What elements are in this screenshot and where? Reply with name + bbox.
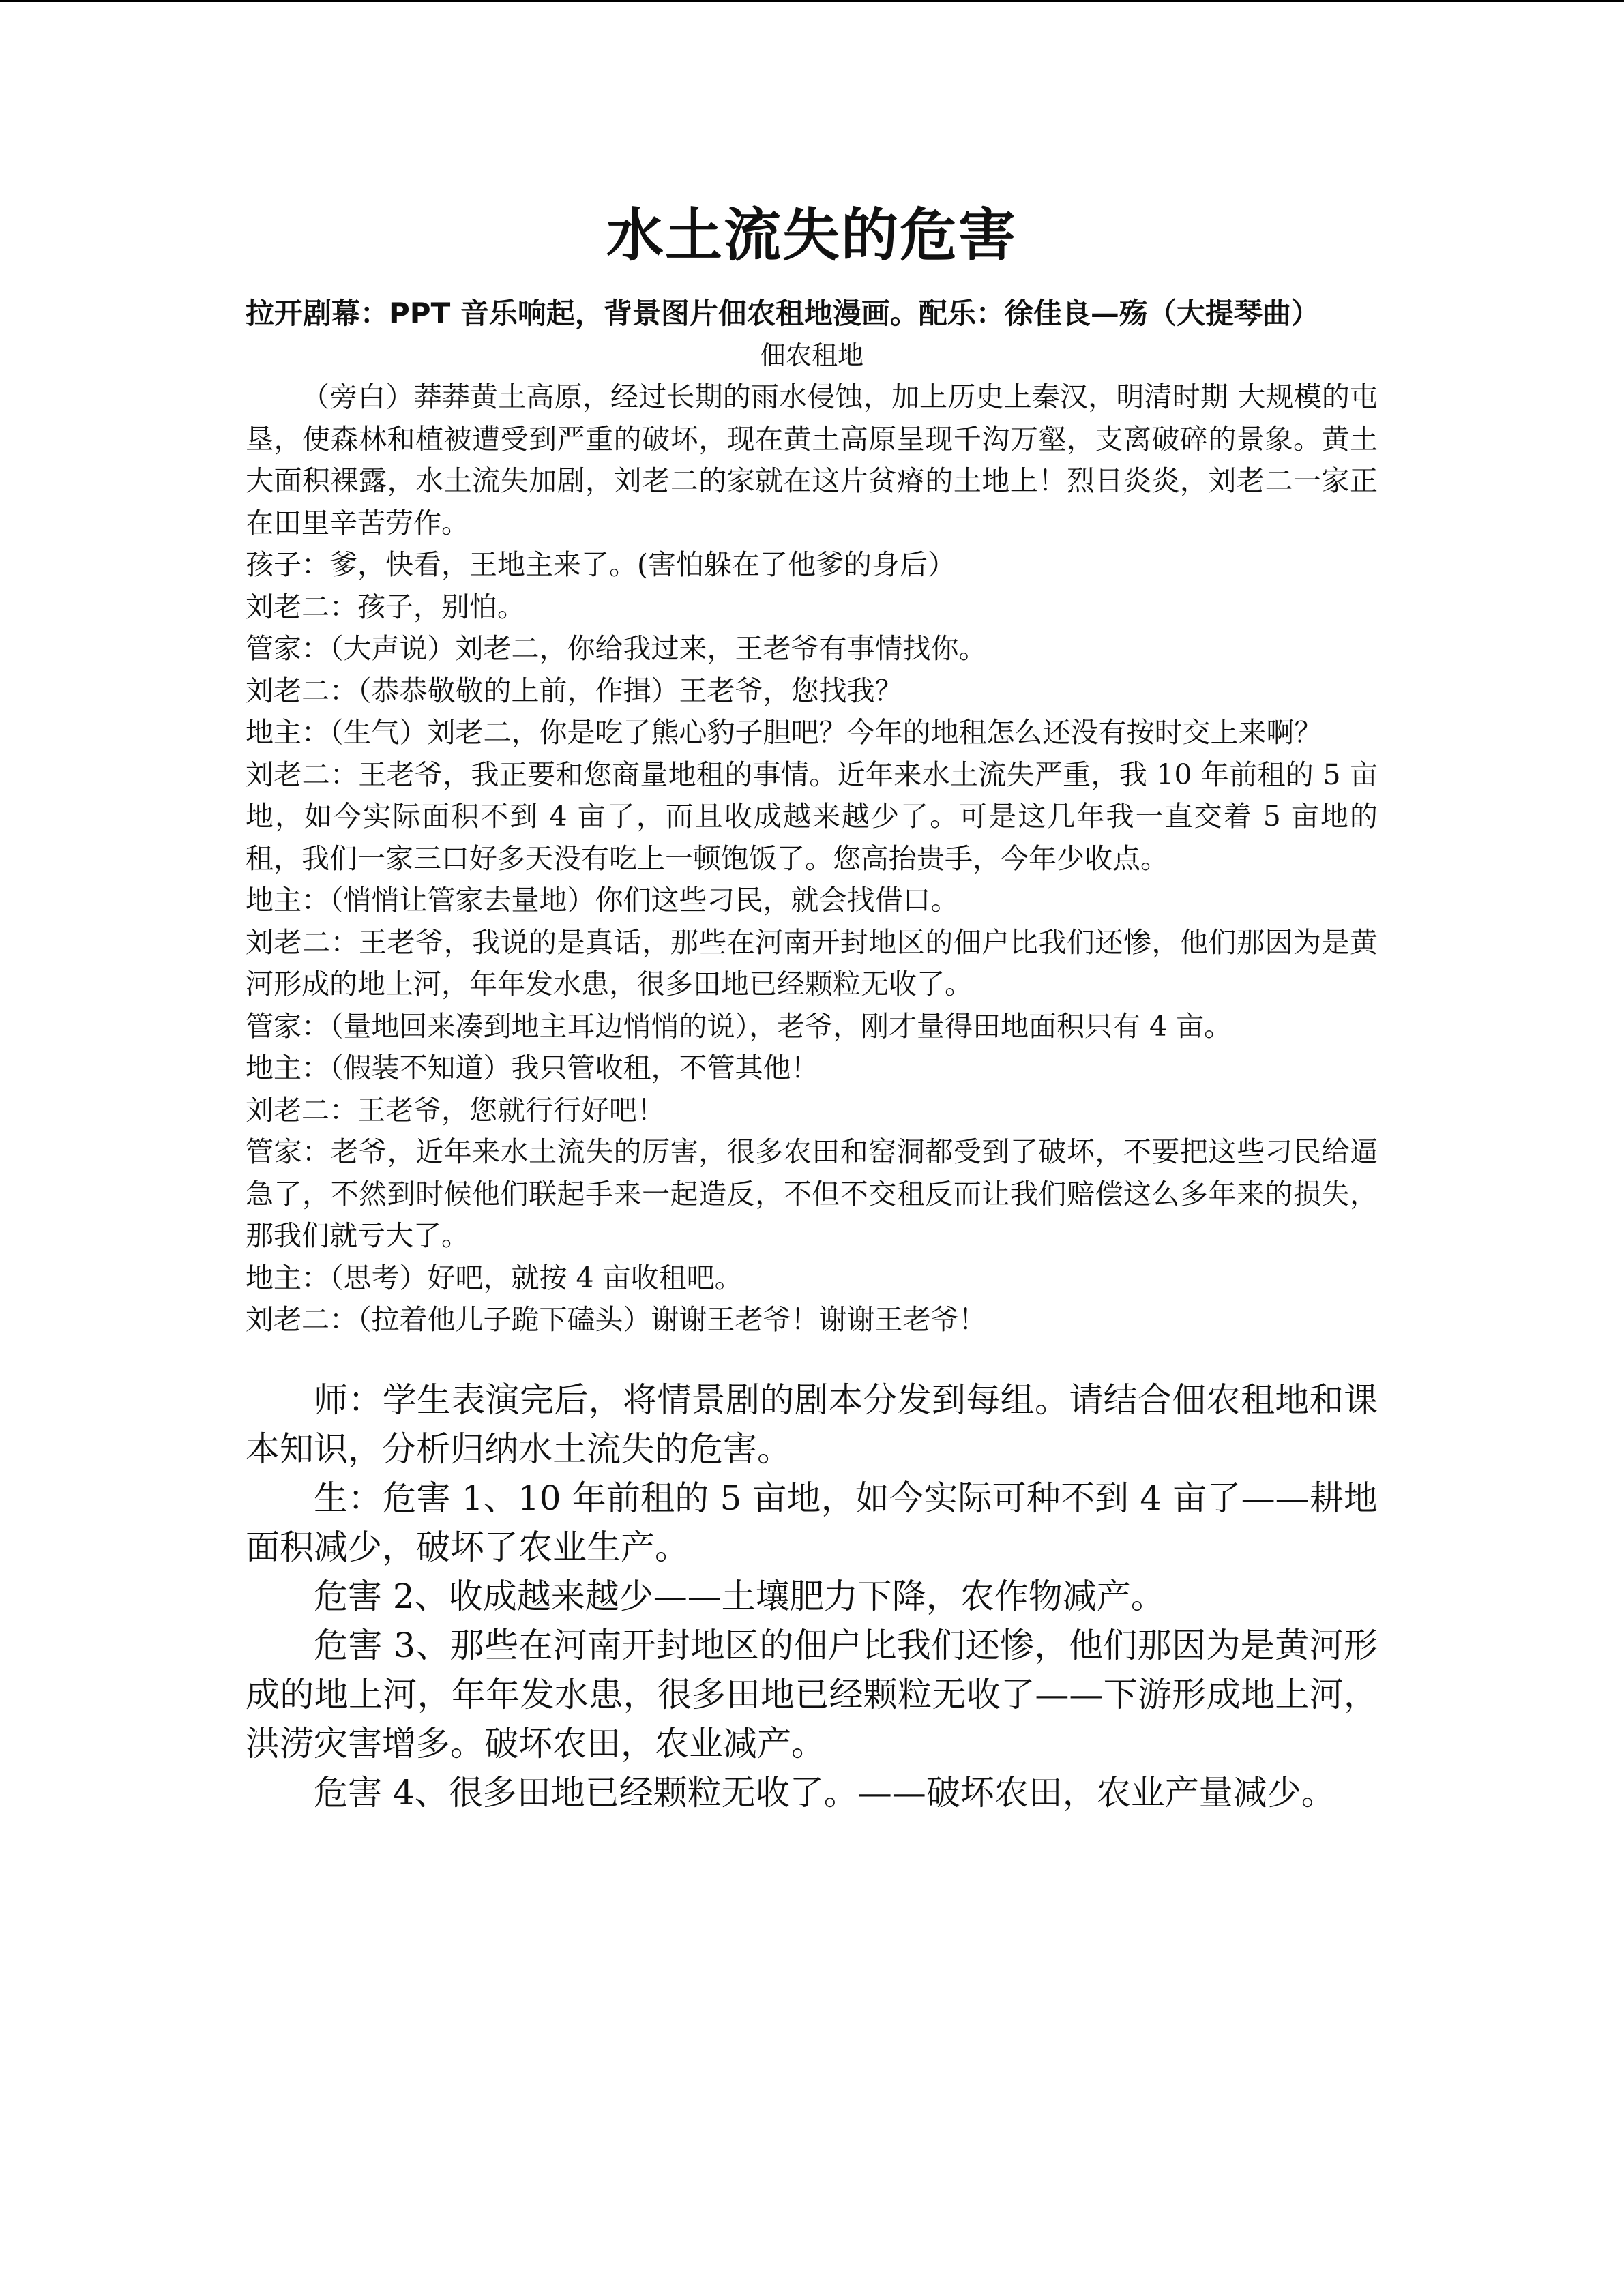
harm-item: 生：危害 1、10 年前租的 5 亩地，如今实际可种不到 4 亩了——耕地面积减少，破坏了农业生产。: [246, 1478, 1378, 1567]
dialogue-line: 刘老二：（拉着他儿子跪下磕头）谢谢王老爷！谢谢王老爷！: [246, 1303, 987, 1336]
narration-line: （旁白）莽莽黄土高原，经过长期的雨水侵蚀，加上历史上秦汉，明清时期 大规模的屯垦，使森林和植被遭受到严重的破坏，现在黄土高原呈现千沟万壑，支离破碎的景象。黄土大面积裸露，水土流失加剧，刘老二的家就在这片贫瘠的土地上！烈日炎炎，刘老二一家正在田里辛苦劳作。: [246, 381, 1378, 539]
dialogue-line: 管家：（大声说）刘老二，你给我过来，王老爷有事情找你。: [246, 632, 987, 665]
analysis-section: [246, 1375, 1378, 1817]
document-title: 水土流失的危害: [606, 202, 1017, 269]
dialogue-line: 刘老二：（恭恭敬敬的上前，作揖）王老爷，您找我？: [246, 674, 903, 707]
dialogue-line: 孩子：爹，快看，王地主来了。(害怕躲在了他爹的身后）: [246, 548, 956, 581]
dialogue-line: 管家：（量地回来凑到地主耳边悄悄的说），老爷，刚才量得田地面积只有 4 亩。: [246, 1009, 1232, 1043]
scene-heading: 佃农租地: [759, 340, 863, 370]
dialogue-line: 刘老二：王老爷，我正要和您商量地租的事情。近年来水土流失严重，我 10 年前租的 5 亩地，如今实际面积不到 4 亩了，而且收成越来越少了。可是这几年我一直交着 5 亩地的租，我们一家三口好多天没有吃上一顿饱饭了。您高抬贵手，今年少收点。: [246, 758, 1378, 875]
teacher-instruction: 师：学生表演完后，将情景剧的剧本分发到每组。请结合佃农租地和课本知识，分析归纳水土流失的危害。: [246, 1380, 1378, 1469]
dialogue-line: 刘老二：王老爷，您就行行好吧！: [246, 1093, 665, 1127]
dialogue-line: 地主：（假装不知道）我只管收租，不管其他！: [246, 1052, 819, 1084]
dialogue-line: 管家：老爷，近年来水土流失的厉害，很多农田和窑洞都受到了破坏，不要把这些刁民给逼急了，不然到时候他们联起手来一起造反，不但不交租反而让我们赔偿这么多年来的损失，那我们就亏大了。: [246, 1135, 1378, 1252]
dialogue-line: 地主：（思考）好吧，就按 4 亩收租吧。: [246, 1261, 743, 1294]
dialogue-line: 刘老二：孩子，别怕。: [246, 590, 525, 623]
script-body: [246, 376, 1378, 1341]
stage-direction: 拉开剧幕：PPT 音乐响起，背景图片佃农租地漫画。配乐：徐佳良—殇（大提琴曲）: [246, 297, 1320, 330]
harm-item: 危害 3、那些在河南开封地区的佃户比我们还惨，他们那因为是黄河形成的地上河，年年发水患，很多田地已经颗粒无收了——下游形成地上河，洪涝灾害增多。破坏农田，农业减产。: [246, 1625, 1378, 1763]
page-top-border: [0, 0, 1624, 2]
dialogue-line: 地主：（悄悄让管家去量地）你们这些刁民，就会找借口。: [246, 884, 959, 916]
document-page: [246, 198, 1378, 1817]
dialogue-line: 刘老二：王老爷，我说的是真话，那些在河南开封地区的佃户比我们还惨，他们那因为是黄河形成的地上河，年年发水患，很多田地已经颗粒无收了。: [246, 925, 1378, 1000]
dialogue-line: 地主：（生气）刘老二，你是吃了熊心豹子胆吧？今年的地租怎么还没有按时交上来啊？: [246, 716, 1323, 749]
harm-item: 危害 4、很多田地已经颗粒无收了。——破坏农田，农业产量减少。: [314, 1772, 1335, 1813]
harm-item: 危害 2、收成越来越少——土壤肥力下降，农作物减产。: [314, 1576, 1165, 1616]
